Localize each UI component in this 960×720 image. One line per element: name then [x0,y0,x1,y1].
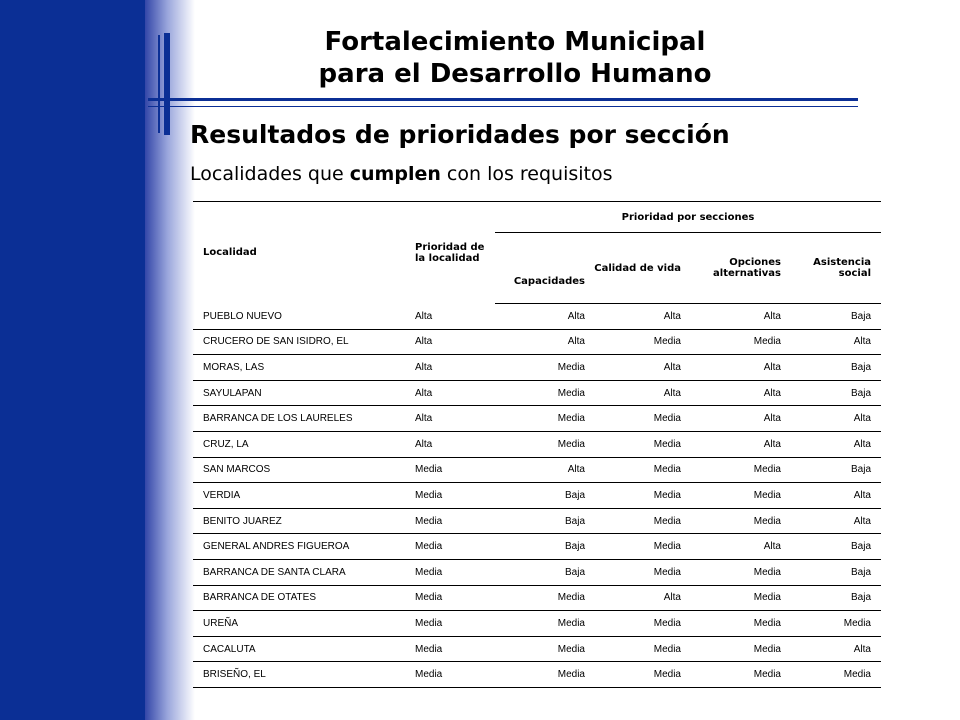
cell-prioridad: Alta [411,431,495,457]
cell-asistencia-social: Alta [785,483,881,509]
cell-localidad: BRISEÑO, EL [193,662,411,688]
cell-localidad: SAYULAPAN [193,380,411,406]
table-row [193,611,881,637]
cell-opciones-alternativas: Alta [685,355,785,381]
cell-calidad-de-vida: Media [589,611,685,637]
cell-asistencia-social: Baja [785,380,881,406]
cell-capacidades: Baja [495,534,589,560]
cell-asistencia-social: Baja [785,457,881,483]
cell-calidad-de-vida: Media [589,431,685,457]
cell-localidad: CRUCERO DE SAN ISIDRO, EL [193,329,411,355]
tagline [190,163,613,185]
cell-prioridad: Media [411,611,495,637]
table-row [193,431,881,457]
cell-localidad: UREÑA [193,611,411,637]
table-row [193,508,881,534]
page-title-line-2: para el Desarrollo Humano [318,59,712,89]
cell-asistencia-social: Baja [785,585,881,611]
cell-calidad-de-vida: Media [589,662,685,688]
cell-localidad: GENERAL ANDRES FIGUEROA [193,534,411,560]
table-row [193,329,881,355]
table-row [193,662,881,688]
cell-asistencia-social: Media [785,611,881,637]
cell-capacidades: Media [495,355,589,381]
table-row [193,304,881,330]
cell-prioridad: Alta [411,406,495,432]
page-title-line-1: Fortalecimiento Municipal [324,27,706,57]
cell-prioridad: Media [411,585,495,611]
table-row [193,457,881,483]
tagline-after: con los requisitos [440,163,613,185]
table-row [193,380,881,406]
cell-localidad: BENITO JUAREZ [193,508,411,534]
cell-opciones-alternativas: Alta [685,380,785,406]
cell-asistencia-social: Baja [785,559,881,585]
cell-asistencia-social: Alta [785,636,881,662]
decorative-vertical-bar [164,33,170,135]
section-title: Resultados de prioridades por sección [190,120,730,149]
cell-prioridad: Media [411,662,495,688]
table-row [193,559,881,585]
cell-opciones-alternativas: Alta [685,534,785,560]
cell-calidad-de-vida: Alta [589,304,685,330]
header-opciones-alternativas: Opciones alternativas [685,233,785,304]
cell-calidad-de-vida: Media [589,636,685,662]
priorities-table [193,201,881,688]
header-capacidades: Capacidades [495,233,589,304]
gradient-band [145,0,195,720]
cell-localidad: PUEBLO NUEVO [193,304,411,330]
cell-capacidades: Baja [495,508,589,534]
cell-opciones-alternativas: Alta [685,406,785,432]
cell-capacidades: Media [495,406,589,432]
cell-prioridad: Media [411,508,495,534]
cell-calidad-de-vida: Alta [589,380,685,406]
cell-opciones-alternativas: Media [685,636,785,662]
table-row [193,636,881,662]
cell-capacidades: Alta [495,304,589,330]
header-asistencia-social: Asistencia social [785,233,881,304]
cell-localidad: BARRANCA DE OTATES [193,585,411,611]
decorative-horizontal-line [148,98,858,101]
decorative-vertical-line [158,35,160,133]
cell-localidad: CACALUTA [193,636,411,662]
cell-capacidades: Media [495,380,589,406]
left-blue-band [0,0,145,720]
cell-opciones-alternativas: Media [685,559,785,585]
cell-localidad: BARRANCA DE SANTA CLARA [193,559,411,585]
cell-localidad: VERDIA [193,483,411,509]
cell-opciones-alternativas: Media [685,508,785,534]
cell-asistencia-social: Alta [785,406,881,432]
cell-capacidades: Baja [495,559,589,585]
table-row [193,534,881,560]
cell-asistencia-social: Baja [785,355,881,381]
cell-opciones-alternativas: Media [685,611,785,637]
cell-capacidades: Media [495,662,589,688]
cell-asistencia-social: Baja [785,534,881,560]
cell-calidad-de-vida: Media [589,406,685,432]
cell-calidad-de-vida: Media [589,559,685,585]
cell-opciones-alternativas: Media [685,662,785,688]
table-row [193,355,881,381]
table-row [193,483,881,509]
tagline-before: Localidades que [190,163,350,185]
header-calidad-de-vida: Calidad de vida [589,233,685,304]
cell-calidad-de-vida: Media [589,483,685,509]
cell-prioridad: Alta [411,355,495,381]
cell-capacidades: Media [495,611,589,637]
cell-capacidades: Media [495,585,589,611]
cell-calidad-de-vida: Media [589,457,685,483]
cell-localidad: BARRANCA DE LOS LAURELES [193,406,411,432]
cell-calidad-de-vida: Alta [589,585,685,611]
page-title [200,26,830,90]
cell-capacidades: Alta [495,329,589,355]
cell-prioridad: Media [411,559,495,585]
cell-prioridad: Media [411,457,495,483]
cell-opciones-alternativas: Alta [685,431,785,457]
cell-asistencia-social: Alta [785,329,881,355]
cell-opciones-alternativas: Media [685,585,785,611]
cell-calidad-de-vida: Media [589,534,685,560]
table-row [193,585,881,611]
cell-calidad-de-vida: Media [589,508,685,534]
decorative-horizontal-line-thin [148,106,858,107]
cell-asistencia-social: Media [785,662,881,688]
header-prioridad-secciones: Prioridad por secciones [621,211,755,223]
cell-opciones-alternativas: Alta [685,304,785,330]
cell-prioridad: Media [411,483,495,509]
cell-localidad: SAN MARCOS [193,457,411,483]
cell-prioridad: Alta [411,304,495,330]
header-localidad: Localidad [203,247,257,259]
cell-asistencia-social: Baja [785,304,881,330]
cell-prioridad: Media [411,534,495,560]
cell-asistencia-social: Alta [785,508,881,534]
cell-prioridad: Alta [411,329,495,355]
cell-prioridad: Alta [411,380,495,406]
cell-opciones-alternativas: Media [685,329,785,355]
cell-opciones-alternativas: Media [685,457,785,483]
table-body [193,304,881,688]
tagline-bold: cumplen [349,163,441,185]
table-row [193,406,881,432]
cell-localidad: CRUZ, LA [193,431,411,457]
cell-prioridad: Media [411,636,495,662]
header-prioridad-localidad: Prioridad de la localidad [415,241,485,264]
cell-capacidades: Media [495,636,589,662]
cell-calidad-de-vida: Media [589,329,685,355]
cell-opciones-alternativas: Media [685,483,785,509]
cell-localidad: MORAS, LAS [193,355,411,381]
cell-capacidades: Alta [495,457,589,483]
cell-capacidades: Baja [495,483,589,509]
cell-capacidades: Media [495,431,589,457]
cell-asistencia-social: Alta [785,431,881,457]
cell-calidad-de-vida: Alta [589,355,685,381]
